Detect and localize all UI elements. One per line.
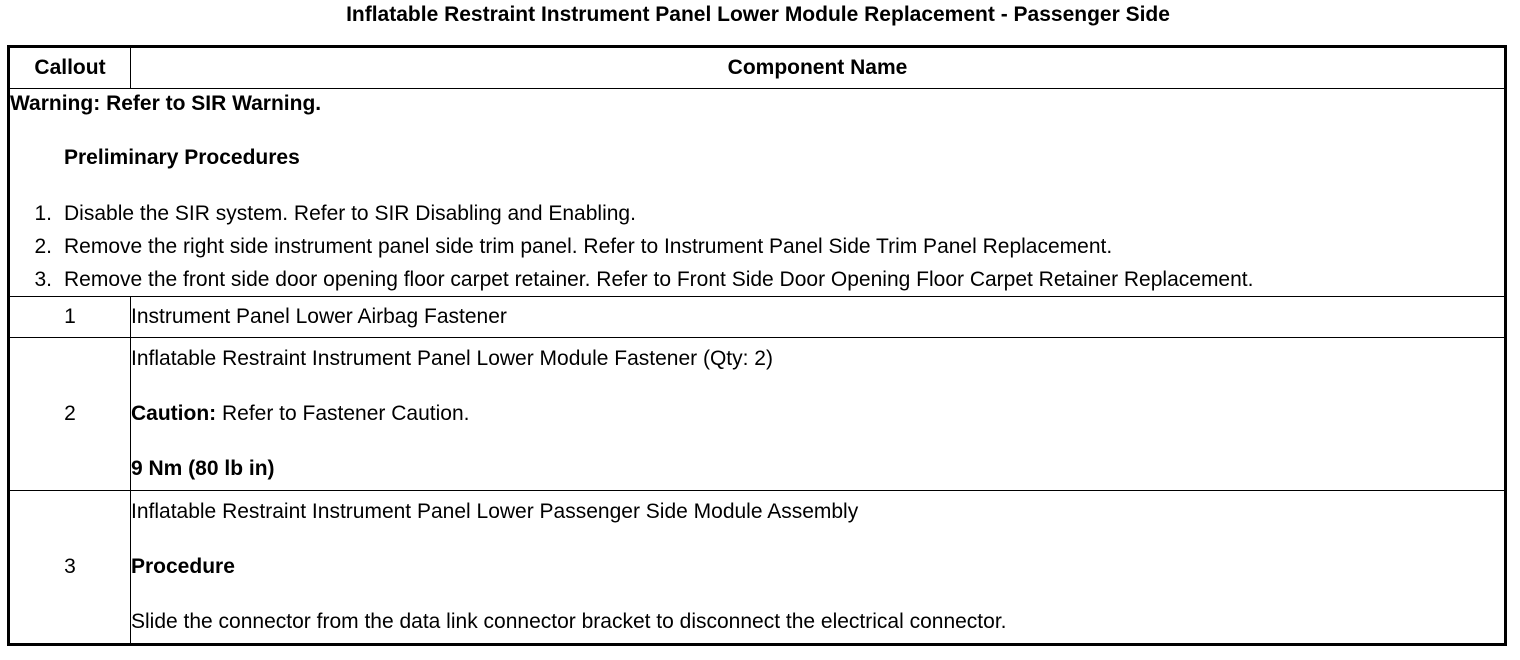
step-number: 3. — [34, 268, 52, 291]
torque-spec: 9 Nm (80 lb in) — [131, 457, 275, 480]
table-row — [9, 338, 1506, 491]
caution-line — [131, 399, 1504, 429]
step-text: Remove the front side door opening floor carpet retainer. Refer to Front Side Door Opening Floor Carpet Retainer Replacement. — [64, 268, 1254, 291]
step-text: Remove the right side instrument panel side trim panel. Refer to Instrument Panel Side Trim Panel Replacement. — [64, 235, 1113, 258]
component-name: Inflatable Restraint Instrument Panel Lower Passenger Side Module Assembly — [131, 500, 859, 523]
warning-line — [10, 89, 1504, 119]
warning-label: Warning: — [10, 92, 101, 115]
component-name-header: Component Name — [131, 47, 1506, 89]
page-title: Inflatable Restraint Instrument Panel Lower Module Replacement - Passenger Side — [346, 3, 1170, 26]
procedure-label: Procedure — [131, 555, 235, 578]
caution-label: Caution: — [131, 402, 217, 425]
preliminary-steps — [10, 197, 1504, 296]
component-name-cell: Instrument Panel Lower Airbag Fastener — [131, 297, 1506, 338]
preliminary-cell — [9, 89, 1506, 297]
callout-cell: 3 — [9, 491, 131, 645]
callout-cell: 1 — [9, 297, 131, 338]
preliminary-heading: Preliminary Procedures — [64, 146, 300, 169]
step-item — [10, 230, 1504, 263]
preliminary-row — [9, 89, 1506, 297]
table-row — [9, 491, 1506, 645]
component-name-cell — [131, 491, 1506, 645]
caution-text: Refer to Fastener Caution. — [222, 402, 470, 425]
step-number: 2. — [34, 235, 52, 258]
step-number: 1. — [34, 202, 52, 225]
step-item — [10, 263, 1504, 296]
component-name: Inflatable Restraint Instrument Panel Lower Module Fastener (Qty: 2) — [131, 347, 773, 370]
procedure-text: Slide the connector from the data link connector bracket to disconnect the electrical connector. — [131, 610, 1007, 633]
component-name-cell — [131, 338, 1506, 491]
warning-text: Refer to SIR Warning. — [106, 92, 322, 115]
callout-header: Callout — [9, 47, 131, 89]
callout-cell: 2 — [9, 338, 131, 491]
step-item — [10, 197, 1504, 230]
step-text: Disable the SIR system. Refer to SIR Disabling and Enabling. — [64, 202, 636, 225]
table-row — [9, 297, 1506, 338]
procedure-table — [7, 45, 1507, 646]
table-header-row — [9, 47, 1506, 89]
